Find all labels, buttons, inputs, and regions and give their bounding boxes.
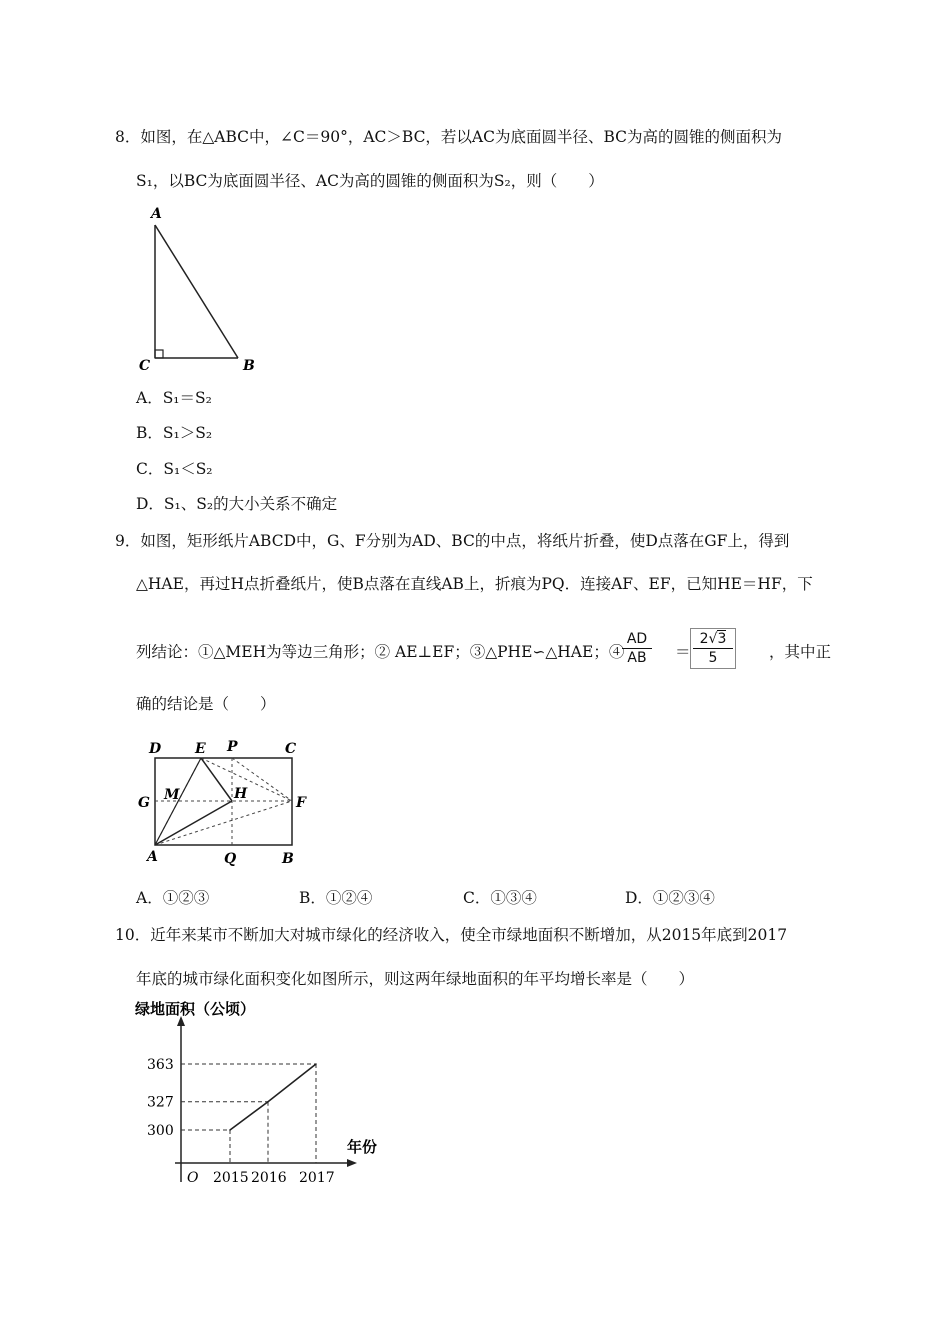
q9-line-2: △HAE，再过H点折叠纸片，使B点落在直线AB上，折痕为PQ．连接AF、EF，已知HE＝HF，下 [136,575,813,593]
q9-line-4: 确的结论是（ ） [136,695,276,713]
q9-line-af [155,801,292,845]
q8-side-ab [155,225,238,358]
q9-label-m: M [164,787,180,803]
q9-label-p: P [227,739,238,755]
q8-triangle-figure [135,200,260,375]
q10-line-chart [135,1000,390,1195]
chart-x-tick-2015: 2015 [213,1170,249,1186]
q9-option-d: D．①②③④ [625,889,715,907]
chart-series-line [230,1064,316,1130]
q9-rhs-numerator [693,630,733,648]
q8-label-b: B [243,358,255,374]
q8-line-2: S₁，以BC为底面圆半径、AC为高的圆锥的侧面积为S₂，则（ ） [136,172,604,190]
q9-rhs-radicand: 3 [717,631,727,647]
q8-option-b: B．S₁＞S₂ [136,424,213,442]
q10-line-2: 年底的城市绿化面积变化如图所示，则这两年绿地面积的年平均增长率是（ ） [136,970,695,988]
q9-label-g: G [138,795,150,811]
chart-point-2017 [315,1063,317,1065]
q9-line-3: 列结论：①△MEH为等边三角形；② AE⊥EF；③△PHE∽△HAE；④ [136,643,625,661]
q9-frac-denominator: AB [622,648,652,667]
q8-line-1: 8．如图，在△ABC中，∠C＝90°，AC＞BC，若以AC为底面圆半径、BC为高的圆锥的侧面积为 [115,128,783,146]
q9-label-h: H [234,786,248,802]
q8-label-c: C [139,358,151,374]
q9-label-b: B [282,851,294,867]
chart-y-tick-363: 363 [147,1057,174,1073]
q9-option-b: B．①②④ [299,889,373,907]
q9-option-a: A．①②③ [136,889,210,907]
q9-rectangle-figure [135,733,315,873]
q9-fraction-ad-ab [622,630,652,667]
q9-frac-numerator: AD [626,631,648,647]
q8-option-d: D．S₁、S₂的大小关系不确定 [136,495,338,513]
q8-label-a: A [151,206,162,222]
q8-right-angle-mark [155,350,163,358]
q9-fraction-rhs [690,628,736,669]
chart-point-2016 [267,1101,269,1103]
q9-label-d: D [149,741,162,757]
chart-point-2015 [229,1129,231,1131]
chart-x-arrow-icon [347,1159,357,1167]
q8-option-c: C．S₁＜S₂ [136,460,213,478]
chart-y-label: 绿地面积（公顷） [135,1000,256,1018]
chart-y-tick-327: 327 [147,1094,174,1111]
q9-label-c: C [285,741,297,757]
chart-origin-label: O [187,1170,199,1186]
chart-y-tick-300: 300 [147,1123,174,1139]
q9-line-3-end: ，其中正 [769,643,832,661]
chart-marks [147,1057,335,1186]
q9-equals: ＝ [675,643,691,661]
q9-label-e: E [195,741,206,757]
chart-x-tick-2016: 2016 [251,1170,287,1186]
q9-label-f: F [296,795,306,811]
q9-label-q: Q [224,851,237,867]
q8-option-a: A．S₁＝S₂ [136,389,212,407]
q9-line-eh [201,758,232,801]
q9-rhs-coef: 2 [699,631,709,647]
chart-x-tick-2017: 2017 [299,1170,335,1186]
sqrt-icon: √ [708,631,718,647]
q9-line-1: 9．如图，矩形纸片ABCD中，G、F分别为AD、BC的中点，将纸片折叠，使D点落在GF上，得到 [115,532,790,550]
q9-rhs-denominator: 5 [693,648,733,667]
q10-line-1: 10．近年来某市不断加大对城市绿化的经济收入，使全市绿地面积不断增加，从2015年底到2017 [115,926,788,944]
q9-option-c: C．①③④ [463,889,537,907]
q9-label-a: A [147,849,158,865]
chart-x-label: 年份 [347,1138,378,1156]
